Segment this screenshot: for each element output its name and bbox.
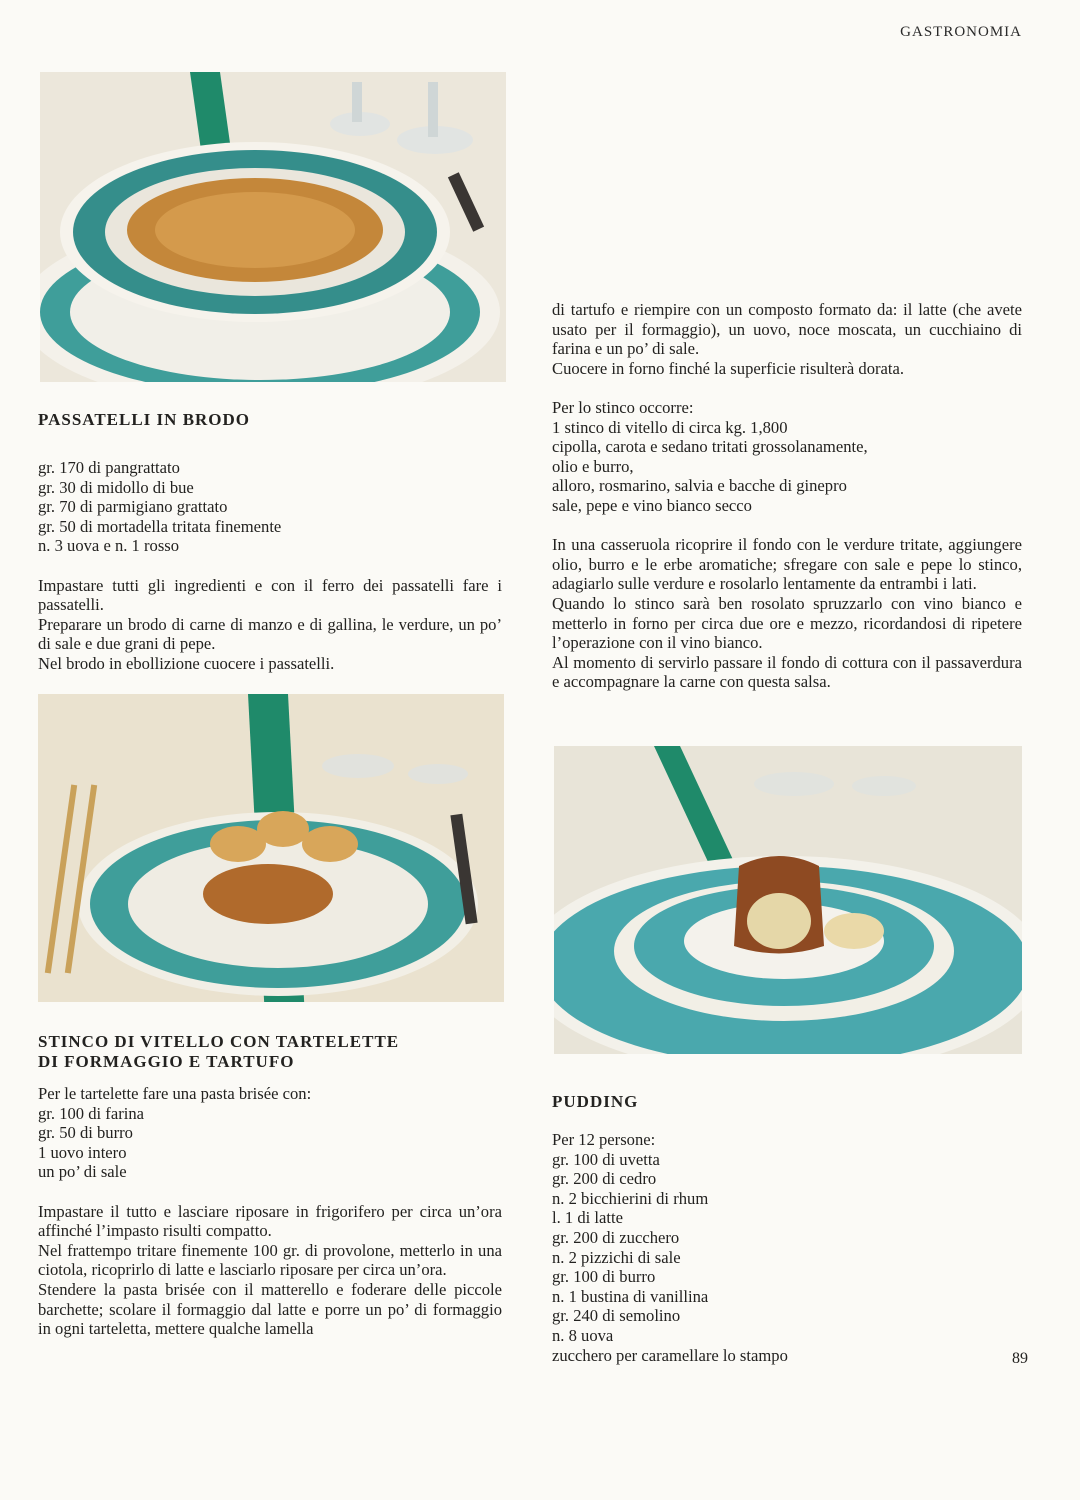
ingredient-line: olio e burro, [552, 456, 634, 476]
recipe-title: PASSATELLI IN BRODO [38, 410, 251, 429]
photo-passatelli [40, 72, 506, 382]
ingredient-line: gr. 200 di zucchero [552, 1227, 680, 1247]
photo-stinco [38, 694, 504, 1002]
method-paragraph: In una casseruola ricoprire il fondo con le verdure tritate, aggiungere olio, burro e le erbe aromatiche; sfregare con sale e pepe lo stinco, adagiarlo sulle verdure e rosolarlo lentamente da entrambi i lati. [552, 535, 1022, 594]
shank-intro: Per lo stinco occorre: [552, 397, 694, 417]
method-paragraph: di tartufo e riempire con un composto formato da: il latte (che avete usato per il formaggio), un uovo, noce moscata, un cucchiaino di farina e un po’ di sale. [552, 300, 1022, 359]
ingredient-line: gr. 100 di farina [38, 1103, 144, 1123]
page-number: 89 [1012, 1350, 1028, 1367]
recipe-title: PUDDING [552, 1092, 639, 1111]
pudding-recipe [552, 1092, 1022, 1365]
method-paragraph: Nel brodo in ebollizione cuocere i passatelli. [38, 653, 335, 673]
ingredient-line: 1 uovo intero [38, 1142, 127, 1162]
passatelli-recipe [38, 410, 502, 674]
method-paragraph: Cuocere in forno finché la superficie risulterà dorata. [552, 358, 905, 378]
ingredient-line: gr. 170 di pangrattato [38, 458, 180, 477]
ingredient-line: alloro, rosmarino, salvia e bacche di ginepro [552, 476, 847, 496]
ingredient-line: sale, pepe e vino bianco secco [552, 495, 752, 515]
ingredient-line: 1 stinco di vitello di circa kg. 1,800 [552, 417, 788, 437]
ingredient-line: l. 1 di latte [552, 1208, 623, 1228]
stinco-recipe [38, 1032, 502, 1339]
method-paragraph: Quando lo stinco sarà ben rosolato spruzzarlo con vino bianco e metterlo in forno per circa due ore e mezzo, ricordandosi di ripetere l’operazione con il vino bianco. [552, 593, 1022, 653]
ingredient-line: n. 3 uova e n. 1 rosso [38, 536, 180, 556]
stinco-continuation [552, 300, 1022, 692]
ingredient-line: gr. 50 di burro [38, 1123, 133, 1143]
ingredient-line: gr. 100 di uvetta [552, 1149, 660, 1169]
recipe-title: STINCO DI VITELLO CON TARTELETTE [38, 1032, 400, 1051]
ingredient-line: un po’ di sale [38, 1162, 127, 1182]
ingredient-line: gr. 100 di burro [552, 1267, 656, 1287]
ingredient-line: cipolla, carota e sedano tritati grossolanamente, [552, 437, 868, 457]
ingredient-line: n. 2 bicchierini di rhum [552, 1188, 709, 1208]
ingredient-line: n. 8 uova [552, 1325, 614, 1345]
ingredient-line: gr. 50 di mortadella tritata finemente [38, 516, 282, 536]
ingredient-line: gr. 70 di parmigiano grattato [38, 497, 228, 517]
servings: Per 12 persone: [552, 1130, 656, 1149]
ingredient-line: n. 1 bustina di vanillina [552, 1286, 709, 1306]
section-header: GASTRONOMIA [900, 24, 1022, 40]
ingredient-line: gr. 30 di midollo di bue [38, 477, 194, 497]
method-paragraph: Preparare un brodo di carne di manzo e di gallina, le verdure, un po’ di sale e due grani di pepe. [38, 614, 502, 654]
recipe-title: DI FORMAGGIO E TARTUFO [38, 1052, 295, 1071]
ingredient-line: gr. 240 di semolino [552, 1306, 681, 1326]
ingredient-line: n. 2 pizzichi di sale [552, 1247, 681, 1267]
method-paragraph: Impastare tutti gli ingredienti e con il ferro dei passatelli fare i passatelli. [38, 575, 502, 615]
ingredient-line: gr. 200 di cedro [552, 1169, 657, 1189]
tartlet-intro: Per le tartelette fare una pasta brisée con: [38, 1084, 312, 1103]
method-paragraph: Nel frattempo tritare finemente 100 gr. di provolone, metterlo in una ciotola, ricoprirlo di latte e lasciarlo riposare per circa un’ora. [38, 1240, 502, 1280]
method-paragraph: Al momento di servirlo passare il fondo di cottura con il passaverdura e accompagnare la carne con questa salsa. [552, 652, 1022, 692]
ingredient-line: zucchero per caramellare lo stampo [552, 1345, 788, 1365]
method-paragraph: Impastare il tutto e lasciare riposare in frigorifero per circa un’ora affinché l’impasto risulti compatto. [38, 1201, 502, 1241]
photo-pudding [554, 746, 1022, 1054]
method-paragraph: Stendere la pasta brisée con il matterello e foderare delle piccole barchette; scolare il formaggio dal latte e porre un po’ di formaggio in ogni tarteletta, mettere qualche lamella [38, 1279, 502, 1339]
